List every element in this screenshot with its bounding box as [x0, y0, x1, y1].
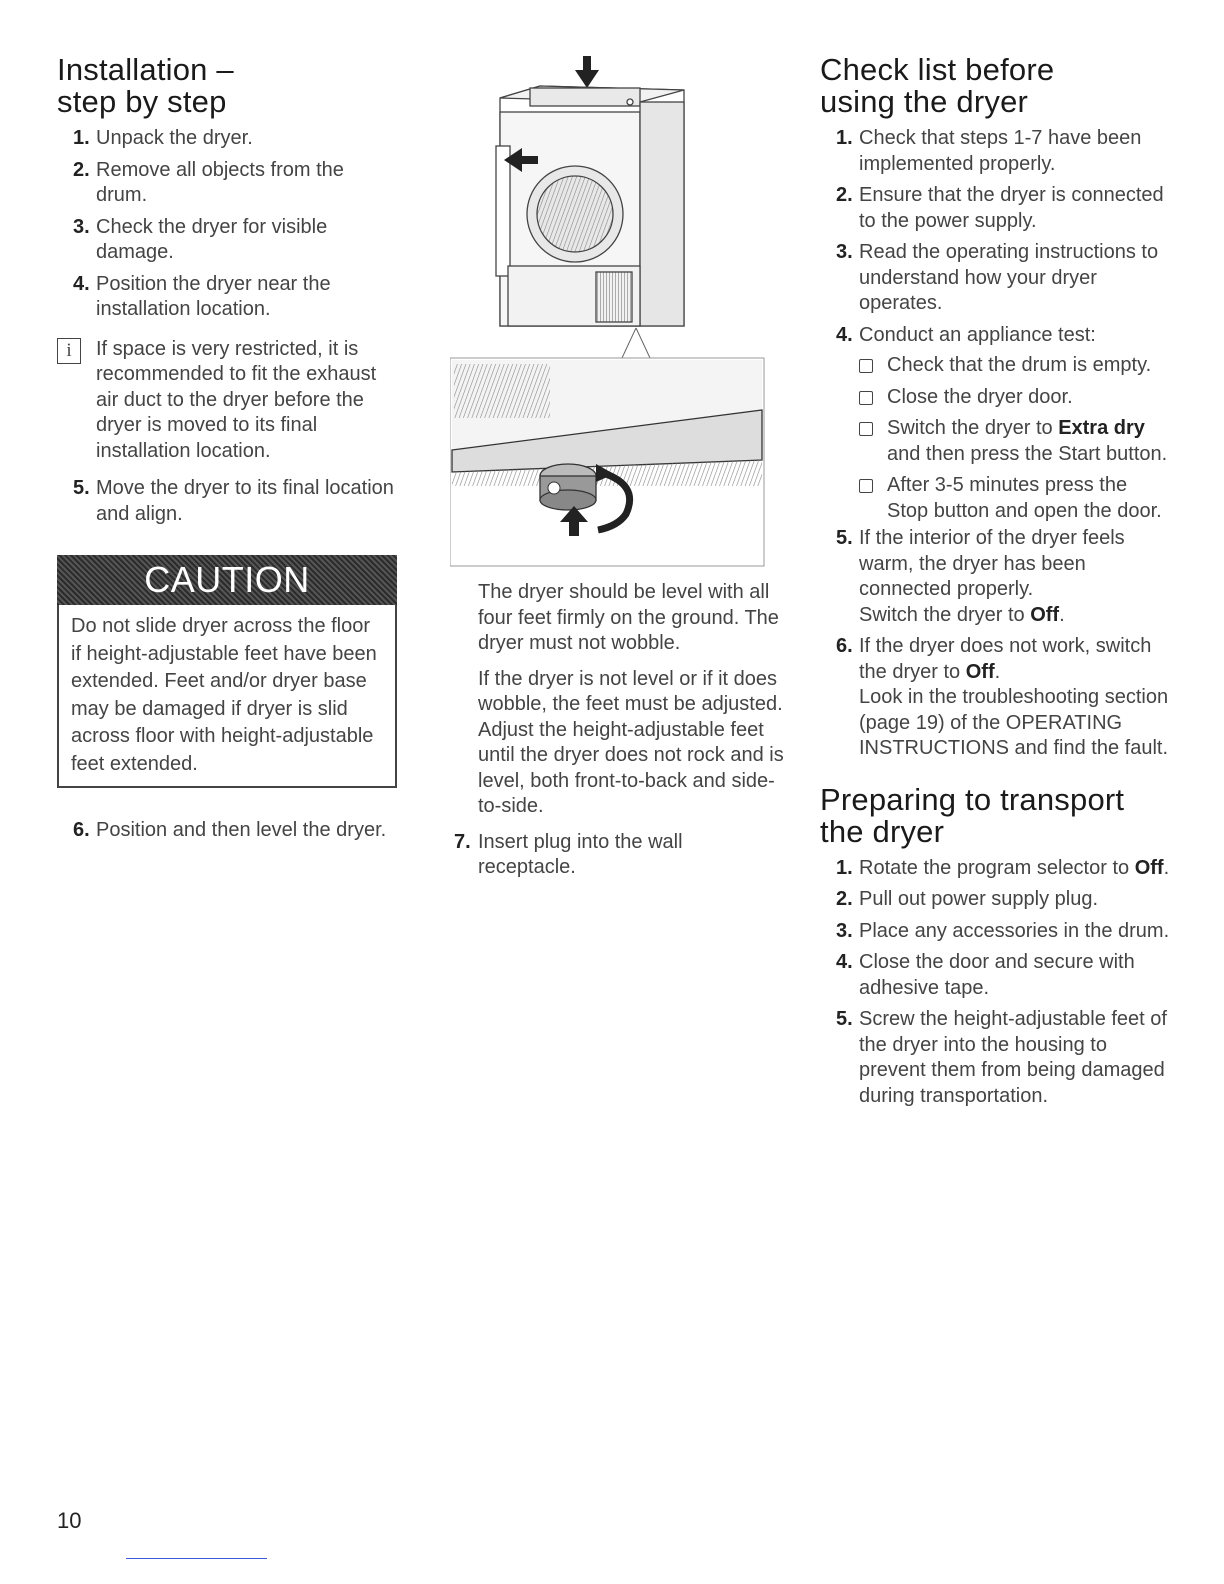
dryer-body: [496, 86, 684, 326]
step-number: 6.: [73, 819, 90, 841]
list-item: [820, 323, 1170, 525]
step-number: 6.: [836, 635, 853, 657]
step-text: Read the operating instructions to understand how your dryer operates.: [859, 241, 1159, 314]
checklist-title: [820, 54, 1170, 118]
installation-title: [57, 54, 397, 118]
checklist-item: [859, 385, 1170, 411]
dryer-leveling-illustration: [450, 56, 766, 568]
checklist-text: After 3-5 minutes press the Stop button and open the door.: [887, 474, 1162, 522]
step-number: 4.: [836, 951, 853, 973]
list-item: [820, 126, 1170, 177]
list-item: [820, 634, 1170, 762]
step-text: Conduct an appliance test:: [859, 323, 1096, 346]
step-number: 2.: [836, 184, 853, 206]
adjust-paragraph: If the dryer is not level or if it does wobble, the feet must be adjusted. Adjust the height-adjustable feet until the dryer does not rock and is level, both front-to-back and side-to-side.: [478, 667, 784, 817]
step-text: .: [994, 660, 1001, 683]
step-number: 7.: [454, 830, 471, 853]
footer-divider: [126, 1558, 267, 1559]
list-item: [57, 158, 397, 209]
info-note: [57, 337, 397, 465]
info-text: If space is very restricted, it is recommended to fit the exhaust air duct to the dryer before the dryer is moved to its final installation location.: [96, 337, 377, 462]
step-number: 1.: [836, 856, 853, 879]
step-text: Look in the troubleshooting section (page 19) of the OPERATING INSTRUCTIONS and find the fault.: [859, 686, 1169, 759]
checklist-steps: [820, 126, 1170, 762]
plug-step: [454, 830, 784, 881]
checkbox-icon: [859, 391, 873, 405]
title-line: Preparing to transport: [820, 781, 1125, 817]
checklist-text: Close the dryer door.: [887, 385, 1073, 408]
step-text: Move the dryer to its final location and align.: [96, 477, 394, 525]
installation-steps-cont: [57, 476, 397, 527]
list-item: [820, 1007, 1170, 1109]
caution-text: Do not slide dryer across the floor if height-adjustable feet have been extended. Feet and/or dryer base may be damaged if dryer is slid across floor with height-adjustable feet extended.: [57, 605, 397, 788]
title-line: Check list before: [820, 52, 1055, 87]
title-line: the dryer: [820, 813, 945, 849]
list-item: [820, 950, 1170, 1001]
step-text: If the interior of the dryer feels warm, the dryer has been connected properly.: [859, 527, 1125, 600]
step-text: Screw the height-adjustable feet of the dryer into the housing to prevent them from being damaged during transportation.: [859, 1008, 1167, 1107]
foot-detail: [450, 358, 764, 566]
page-number: 10: [57, 1508, 82, 1533]
step-number: 5.: [836, 1008, 853, 1030]
step-number: 4.: [73, 272, 90, 295]
step-text: Close the door and secure with adhesive tape.: [859, 951, 1135, 999]
setting-name: Off: [1030, 603, 1060, 626]
list-item: [57, 272, 397, 323]
step-number: 3.: [836, 241, 853, 263]
step-text: Unpack the dryer.: [96, 127, 253, 149]
title-line: Installation –: [57, 52, 234, 87]
step-text: Check that steps 1-7 have been implemented properly.: [859, 127, 1142, 175]
step-text: Insert plug into the wall receptacle.: [478, 830, 683, 878]
setting-name: Off: [1134, 856, 1164, 879]
title-line: using the dryer: [820, 84, 1029, 119]
installation-steps: [57, 126, 397, 323]
step-number: 4.: [836, 323, 853, 346]
list-item: [57, 476, 397, 527]
checklist-item: [859, 473, 1170, 524]
transport-steps: [820, 856, 1170, 1110]
step-text: If the dryer does not work, switch the dryer to: [859, 635, 1152, 683]
step-number: 2.: [836, 888, 853, 910]
step-number: 1.: [836, 127, 853, 149]
list-item: [57, 126, 397, 152]
step-text: Switch the dryer to: [859, 603, 1025, 626]
step-number: 5.: [73, 477, 90, 499]
transport-title: [820, 781, 1170, 849]
list-item: [454, 830, 784, 881]
info-icon: i: [57, 338, 81, 364]
step-text: .: [1163, 856, 1170, 879]
right-column: [820, 0, 1170, 1115]
step-number: 1.: [73, 127, 90, 149]
step-text: Pull out power supply plug.: [859, 888, 1099, 910]
checklist-text: and then press the Start button.: [887, 442, 1168, 465]
list-item: [820, 919, 1170, 945]
checkbox-icon: [859, 479, 873, 493]
level-paragraph: The dryer should be level with all four feet firmly on the ground. The dryer must not wobble.: [478, 581, 779, 654]
checkbox-icon: [859, 359, 873, 373]
list-item: [57, 818, 397, 844]
step-text: Remove all objects from the drum.: [96, 158, 344, 206]
step-text: Ensure that the dryer is connected to the power supply.: [859, 184, 1164, 232]
checklist-item: [859, 353, 1170, 379]
checkbox-icon: [859, 422, 873, 436]
setting-name: Off: [965, 660, 995, 683]
dryer-illustration: [450, 56, 766, 568]
list-item: [820, 183, 1170, 234]
step-text: Check the dryer for visible damage.: [96, 215, 328, 263]
installation-steps-final: [57, 818, 397, 844]
caution-heading: CAUTION: [57, 555, 397, 605]
list-item: [820, 240, 1170, 317]
step-number: 3.: [73, 215, 90, 238]
step-number: 2.: [73, 158, 90, 181]
list-item: [820, 526, 1170, 628]
step-text: Place any accessories in the drum.: [859, 919, 1170, 942]
caution-box: [57, 555, 397, 788]
middle-column: [454, 580, 784, 887]
title-line: step by step: [57, 84, 227, 119]
step-text: Position and then level the dryer.: [96, 819, 387, 841]
step-text: Position the dryer near the installation location.: [96, 272, 331, 320]
list-item: [820, 856, 1170, 882]
step-number: 3.: [836, 919, 853, 942]
checklist-text: Switch the dryer to: [887, 417, 1053, 439]
left-column: [57, 0, 397, 850]
checklist-text: Check that the drum is empty.: [887, 354, 1152, 376]
checklist-item: [859, 416, 1170, 467]
step-text: Rotate the program selector to: [859, 856, 1130, 879]
list-item: [57, 215, 397, 266]
step-text: .: [1059, 603, 1065, 626]
setting-name: Extra dry: [1058, 417, 1145, 439]
step-number: 5.: [836, 527, 853, 549]
appliance-test-checklist: [859, 353, 1170, 524]
down-arrow-icon: [575, 56, 599, 88]
list-item: [820, 887, 1170, 913]
